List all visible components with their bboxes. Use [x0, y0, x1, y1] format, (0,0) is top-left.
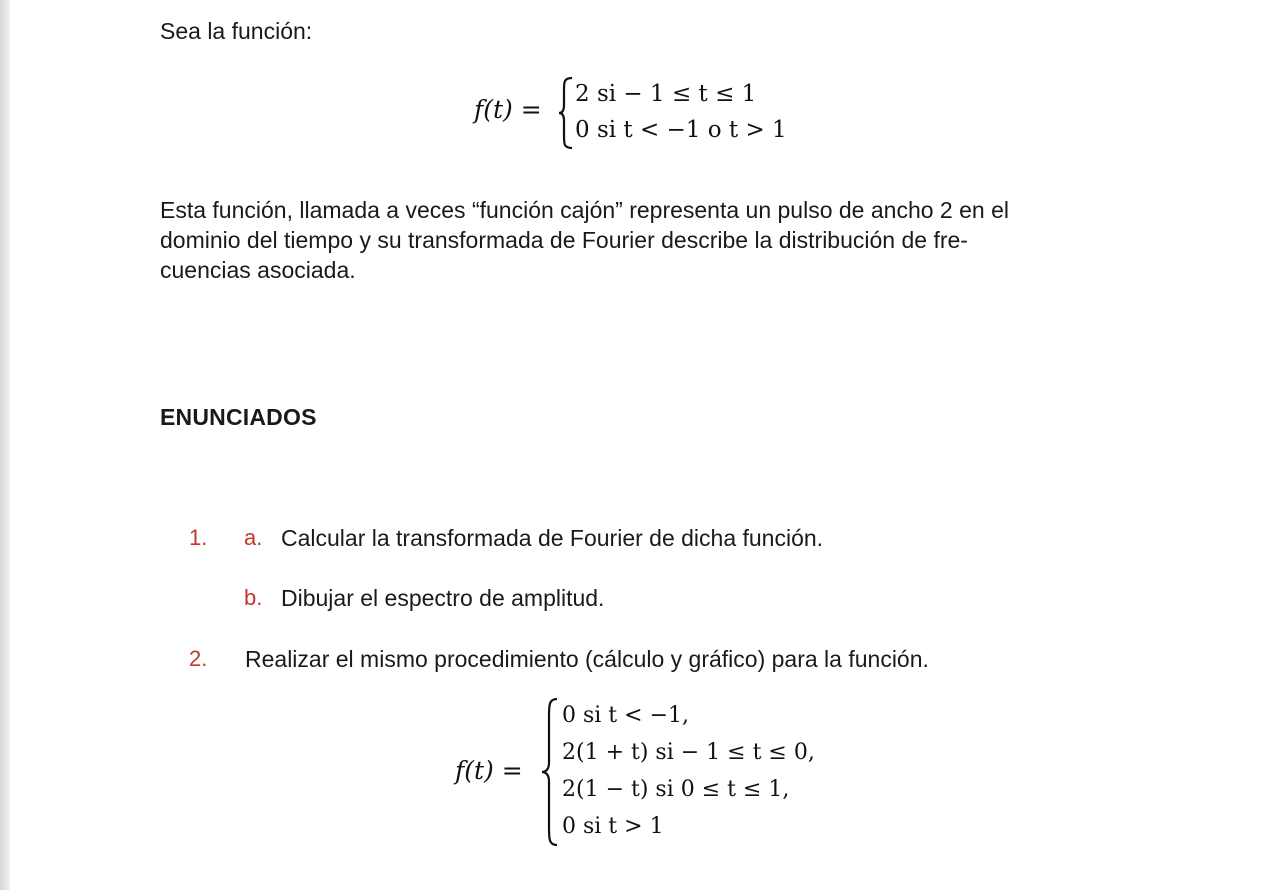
- formula-1-cases: [575, 76, 787, 148]
- formula-2-case-1: 0 si t < −1,: [562, 703, 689, 728]
- list-subitem-b-marker: b.: [244, 585, 263, 610]
- intro-text: Sea la función:: [160, 18, 313, 44]
- description-line-3: cuencias asociada.: [160, 257, 356, 283]
- list-item-2-text: Realizar el mismo procedimiento (cálculo y gráfico) para la función.: [245, 646, 929, 672]
- formula-1-case-1: 2 si − 1 ≤ t ≤ 1: [575, 81, 757, 107]
- formula-2-case-4: 0 si t > 1: [562, 814, 664, 839]
- formula-2-brace: [540, 697, 560, 849]
- description-paragraph: [160, 195, 1140, 285]
- list-subitem-a-marker: a.: [244, 525, 263, 550]
- formula-1-case-2: 0 si t < −1 o t > 1: [575, 117, 787, 143]
- formula-2-case-2: 2(1 + t) si − 1 ≤ t ≤ 0,: [562, 740, 815, 765]
- description-line-2: dominio del tiempo y su transformada de Fourier describe la distribución de fre-: [160, 227, 968, 253]
- description-line-1: Esta función, llamada a veces “función cajón” representa un pulso de ancho 2 en el: [160, 197, 1009, 223]
- formula-2-case-3: 2(1 − t) si 0 ≤ t ≤ 1,: [562, 777, 790, 802]
- list-subitem-a-text: Calcular la transformada de Fourier de dicha función.: [281, 525, 824, 551]
- formula-2-lhs: f(t) =: [455, 756, 523, 785]
- formula-1-lhs: f(t) =: [474, 95, 542, 124]
- page-left-edge: [0, 0, 10, 890]
- list-item-2-marker: 2.: [189, 646, 208, 671]
- list-item-1-marker: 1.: [189, 525, 208, 550]
- formula-1-brace: [557, 76, 575, 150]
- formula-2-cases: [562, 697, 815, 845]
- list-subitem-b-text: Dibujar el espectro de amplitud.: [281, 585, 605, 611]
- section-heading: ENUNCIADOS: [160, 404, 317, 430]
